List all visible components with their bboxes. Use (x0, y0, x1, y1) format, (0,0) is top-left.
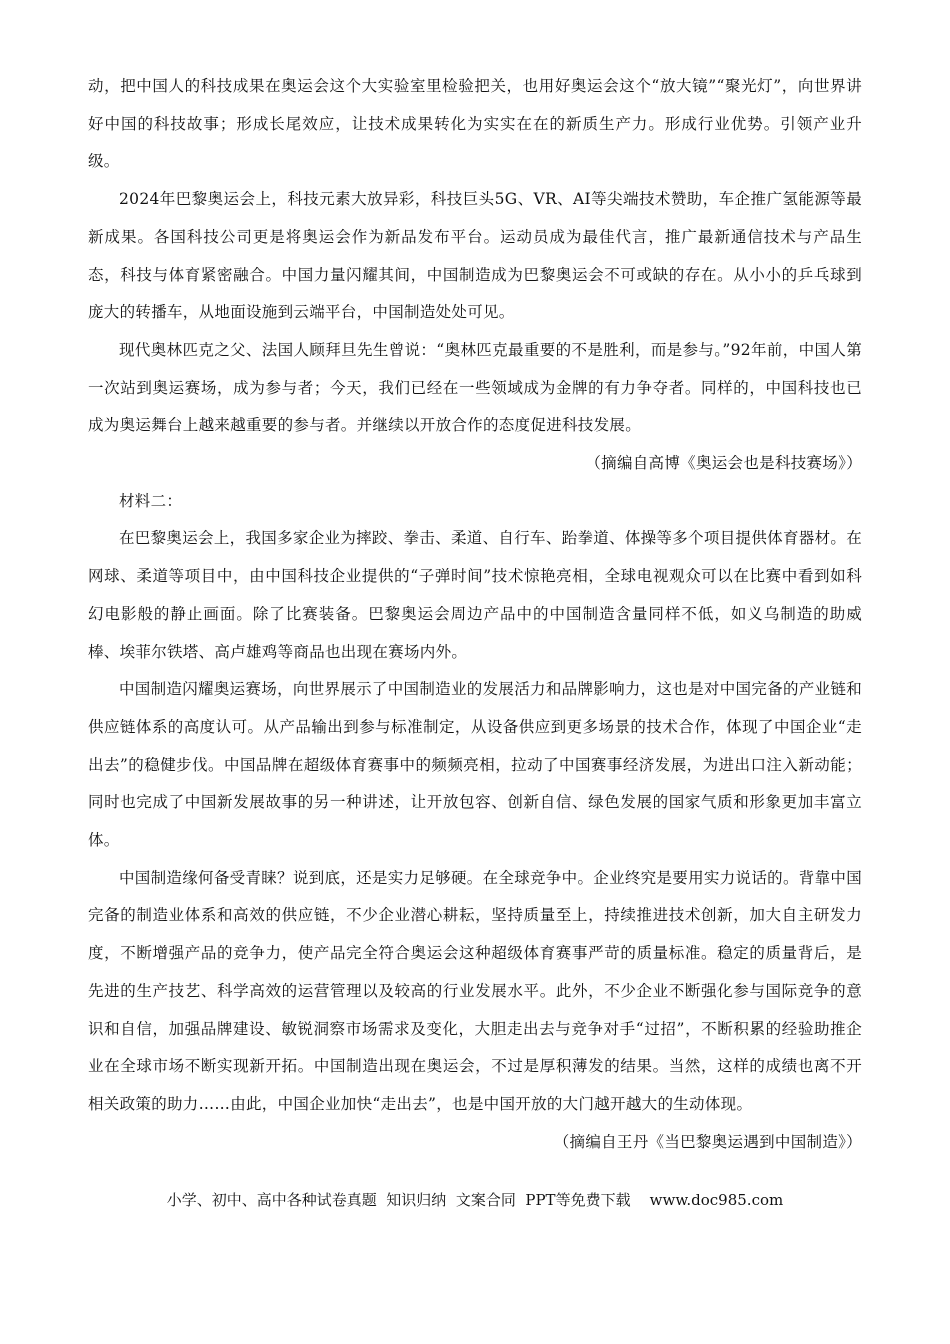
paragraph-continued: 动，把中国人的科技成果在奥运会这个大实验室里检验把关，也用好奥运会这个“放大镜”“聚光灯”，向世界讲好中国的科技故事；形成长尾效应，让技术成果转化为实实在在的新质生产力。形成行业优势。引领产业升级。 (88, 77, 862, 171)
paragraph-sports-equipment: 在巴黎奥运会上，我国多家企业为摔跤、拳击、柔道、自行车、跆拳道、体操等多个项目提供体育器材。在网球、柔道等项目中，由中国科技企业提供的“子弹时间”技术惊艳亮相，全球电视观众可以在比赛中看到如科幻电影般的静止画面。除了比赛装备。巴黎奥运会周边产品中的中国制造含量同样不低，如义乌制造的助威棒、埃菲尔铁塔、高卢雄鸡等商品也出现在赛场内外。 (88, 529, 862, 661)
paragraph-coubertin-quote: 现代奥林匹克之父、法国人顾拜旦先生曾说：“奥林匹克最重要的不是胜利，而是参与。”92年前，中国人第一次站到奥运赛场，成为参与者；今天，我们已经在一些领域成为金牌的有力争夺者。同样的，中国科技也已成为奥运舞台上越来越重要的参与者。并继续以开放合作的态度促进科技发展。 (88, 340, 862, 435)
source-citation-2: （摘编自王丹《当巴黎奥运遇到中国制造》） (553, 1132, 862, 1151)
section-heading-material-two: 材料二： (119, 491, 183, 510)
source-citation-1: （摘编自高博《奥运会也是科技赛场》） (585, 454, 862, 473)
document-body (88, 68, 862, 1161)
page-footer: 小学、初中、高中各种试卷真题 知识归纳 文案合同 PPT等免费下载 www.doc985.com (166, 1191, 784, 1209)
paragraph-why-favored: 中国制造缘何备受青睐？说到底，还是实力足够硬。在全球竞争中。企业终究是要用实力说话的。背靠中国完备的制造业体系和高效的供应链，不少企业潜心耕耘，坚持质量至上，持续推进技术创新，加大自主研发力度，不断增强产品的竞争力，使产品完全符合奥运会这种超级体育赛事严苛的质量标准。稳定的质量背后，是先进的生产技艺、科学高效的运营管理以及较高的行业发展水平。此外，不少企业不断强化参与国际竞争的意识和自信，加强品牌建设、敏锐洞察市场需求及变化，大胆走出去与竞争对手“过招”，不断积累的经验助推企业在全球市场不断实现新开拓。中国制造出现在奥运会，不过是厚积薄发的结果。当然，这样的成绩也离不开相关政策的助力……由此，中国企业加快“走出去”，也是中国开放的大门越开越大的生动体现。 (88, 868, 862, 1113)
paragraph-paris-tech: 2024年巴黎奥运会上，科技元素大放异彩，科技巨头5G、VR、AI等尖端技术赞助，车企推广氢能源等最新成果。各国科技公司更是将奥运会作为新品发布平台。运动员成为最佳代言，推广最新通信技术与产品生态，科技与体育紧密融合。中国力量闪耀其间，中国制造成为巴黎奥运会不可或缺的存在。从小小的乒乓球到庞大的转播车，从地面设施到云端平台，中国制造处处可见。 (88, 190, 862, 322)
paragraph-made-in-china-showcase: 中国制造闪耀奥运赛场，向世界展示了中国制造业的发展活力和品牌影响力，这也是对中国完备的产业链和供应链体系的高度认可。从产品输出到参与标准制定，从设备供应到更多场景的技术合作，体现了中国企业“走出去”的稳健步伐。中国品牌在超级体育赛事中的频频亮相，拉动了中国赛事经济发展，为进出口注入新动能；同时也完成了中国新发展故事的另一种讲述，让开放包容、创新自信、绿色发展的国家气质和形象更加丰富立体。 (88, 680, 862, 850)
